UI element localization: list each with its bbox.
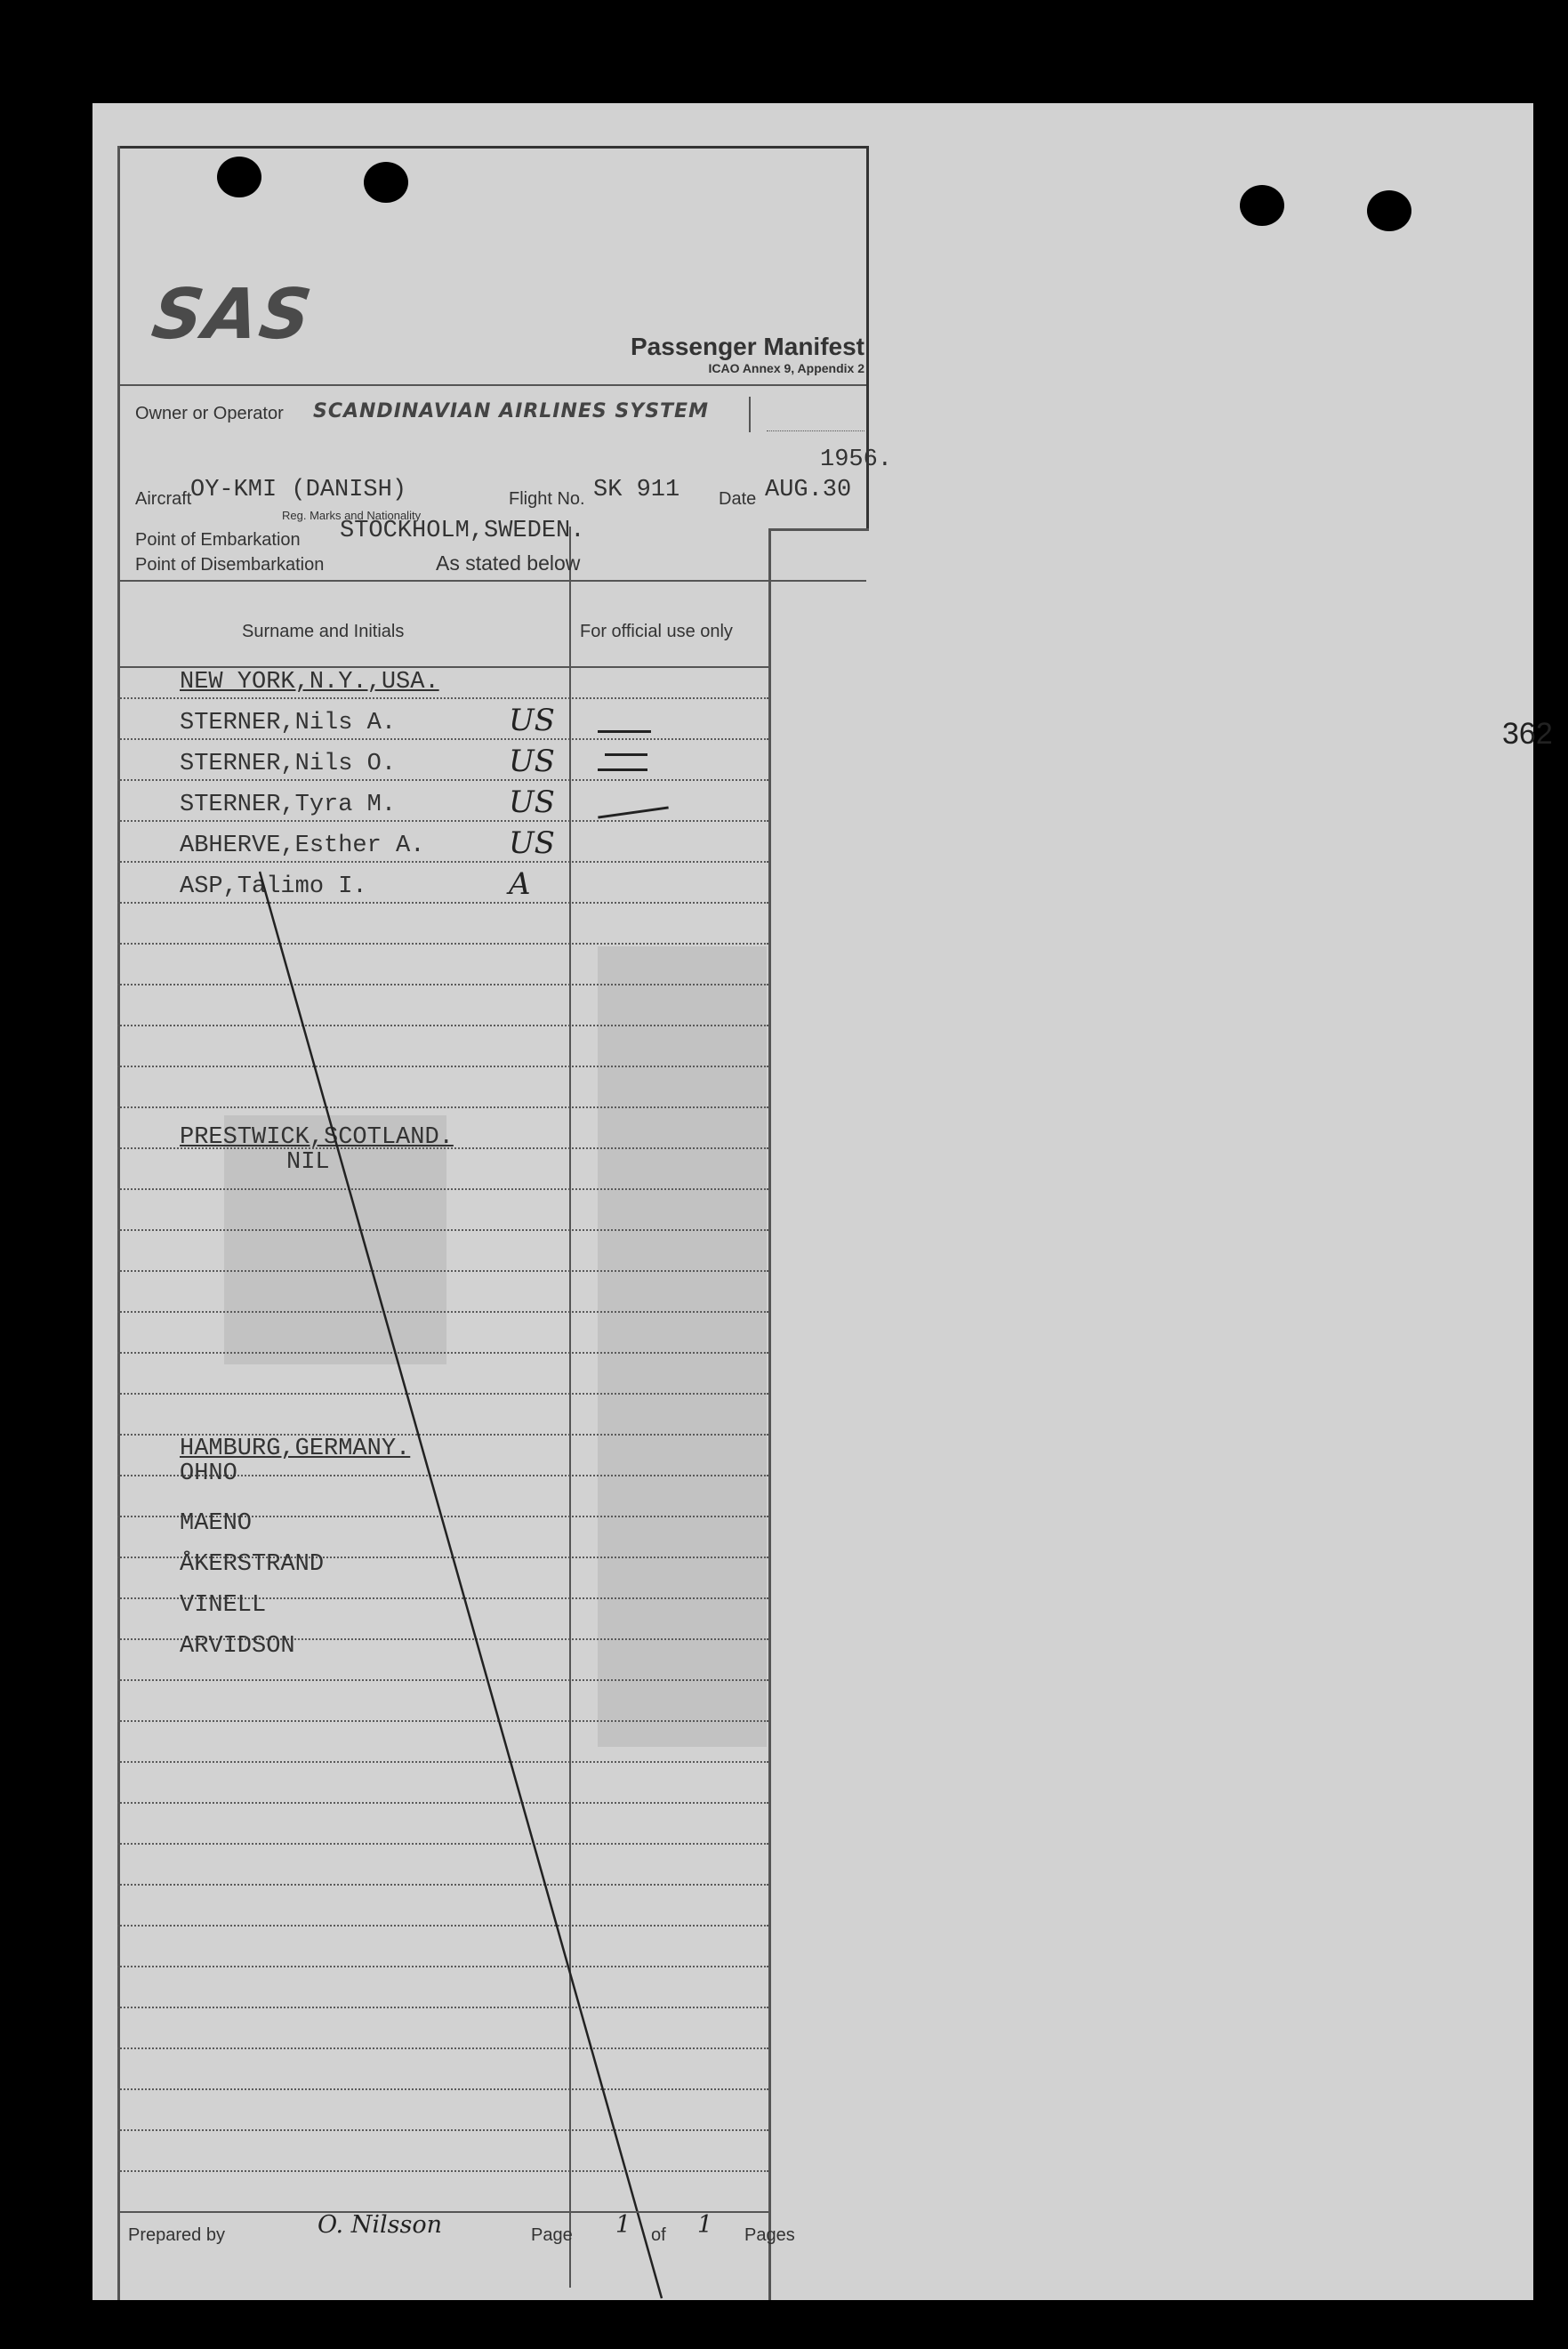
aircraft-value: OY-KMI (DANISH) (190, 477, 407, 503)
passenger-name: ABHERVE,Esther A. (180, 833, 425, 859)
flight-label: Flight No. (509, 489, 585, 509)
disembarkation-label: Point of Disembarkation (135, 555, 325, 575)
passenger-name: STERNER,Nils A. (180, 710, 397, 736)
aircraft-label: Aircraft (135, 489, 192, 509)
nationality-mark: A (509, 866, 531, 902)
page-label: Page (531, 2225, 573, 2245)
passenger-name: OHNO (180, 1460, 237, 1487)
of-value: 1 (697, 2211, 713, 2239)
embarkation-label: Point of Embarkation (135, 530, 301, 550)
operator-value: SCANDINAVIAN AIRLINES SYSTEM (313, 400, 709, 422)
aircraft-caption: Reg. Marks and Nationality (282, 509, 422, 522)
diagonal-cancel-line (117, 146, 882, 2300)
manifest-form (117, 146, 893, 2300)
embarkation-value: STOCKHOLM,SWEDEN. (340, 518, 585, 544)
sas-logo: SAS (147, 275, 318, 355)
form-subtitle: ICAO Annex 9, Appendix 2 (708, 361, 864, 375)
passenger-name: STERNER,Nils O. (180, 751, 397, 777)
passenger-name: ASP,Talimo I. (180, 873, 367, 900)
prepared-by-label: Prepared by (128, 2225, 225, 2245)
of-label: of (651, 2225, 666, 2245)
disembarkation-value: As stated below (436, 551, 581, 575)
column-header-names: Surname and Initials (242, 622, 405, 641)
date-year: 1956. (820, 446, 893, 473)
nationality-mark: US (509, 744, 555, 779)
destination-heading: PRESTWICK,SCOTLAND. (180, 1124, 454, 1151)
prepared-by-value: O. Nilsson (318, 2211, 442, 2239)
stamped-page-number: 362 (1502, 717, 1553, 751)
date-value: AUG.30 (765, 477, 852, 503)
form-title: Passenger Manifest (631, 333, 864, 360)
destination-heading: HAMBURG,GERMANY. (180, 1436, 411, 1462)
punch-hole (1367, 190, 1411, 231)
flight-value: SK 911 (593, 477, 680, 503)
pages-label: Pages (744, 2225, 795, 2245)
page-value: 1 (615, 2211, 631, 2239)
operator-label: Owner or Operator (135, 404, 284, 423)
passenger-name: ÅKERSTRAND (180, 1551, 325, 1578)
passenger-name: STERNER,Tyra M. (180, 792, 397, 818)
passenger-name: MAENO (180, 1510, 253, 1537)
nationality-mark: US (509, 825, 555, 861)
punch-hole (1240, 185, 1284, 226)
column-header-official: For official use only (580, 622, 733, 641)
manifest-sheet (92, 103, 1553, 2300)
passenger-name: ARVIDSON (180, 1633, 295, 1660)
passenger-name: VINELL (180, 1592, 267, 1619)
destination-heading: NEW YORK,N.Y.,USA. (180, 669, 439, 696)
passenger-name: NIL (286, 1149, 330, 1176)
date-label: Date (719, 489, 757, 509)
nationality-mark: US (509, 703, 555, 738)
nationality-mark: US (509, 784, 555, 820)
